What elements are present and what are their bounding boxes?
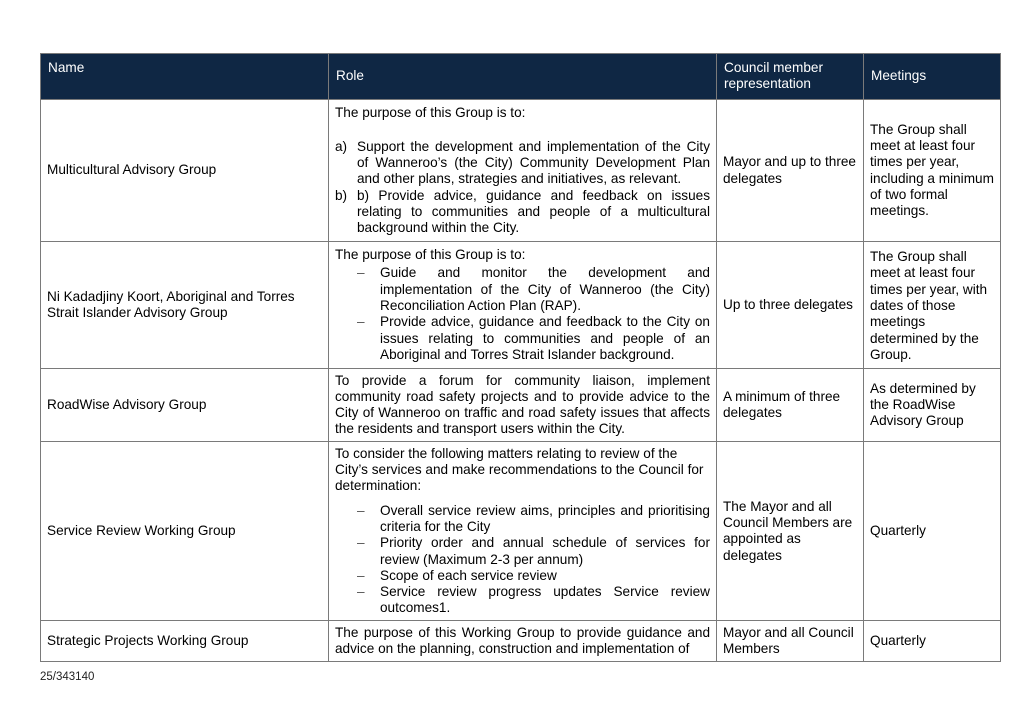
list-item — [335, 568, 710, 584]
role-list — [335, 503, 710, 617]
meetings-frequency: The Group shall meet at least four times per year, including a minimum of two formal meetings. — [864, 99, 1001, 241]
header-row — [41, 54, 1001, 100]
list-marker: – — [357, 502, 365, 518]
group-role — [329, 368, 717, 441]
list-marker: – — [357, 584, 365, 600]
list-marker: – — [357, 314, 365, 330]
list-item-text: Overall service review aims, principles and prioritising criteria for the City — [380, 502, 710, 534]
list-item-text: Guide and monitor the development and implementation of the City of Wanneroo (the City) Reconciliation Action Plan (RAP). — [380, 265, 710, 313]
role-intro: The purpose of this Group is to: — [335, 247, 526, 263]
header-council: Council member representation — [717, 54, 864, 100]
list-item — [335, 584, 710, 617]
group-role — [329, 441, 717, 620]
meetings-frequency: Quarterly — [864, 441, 1001, 620]
list-item — [335, 314, 710, 363]
list-item — [335, 535, 710, 568]
table-row — [41, 441, 1001, 620]
group-name: Service Review Working Group — [41, 441, 329, 620]
header-name: Name — [41, 54, 329, 100]
list-item-text: Priority order and annual schedule of services for review (Maximum 2-3 per annum) — [380, 535, 710, 567]
list-item — [335, 188, 710, 237]
table-row — [41, 99, 1001, 241]
list-marker: b) — [335, 187, 348, 203]
role-list — [335, 139, 710, 237]
group-role — [329, 620, 717, 661]
council-representation: Up to three delegates — [717, 241, 864, 368]
council-representation: Mayor and all Council Members — [717, 620, 864, 661]
list-item-text: b) Provide advice, guidance and feedback on issues relating to communities and people of a multicultural background within the City. — [357, 187, 710, 236]
group-role — [329, 241, 717, 368]
meetings-frequency: The Group shall meet at least four times per year, with dates of those meetings determined by the Group. — [864, 241, 1001, 368]
committee-table — [40, 53, 1001, 662]
group-name: Ni Kadadjiny Koort, Aboriginal and Torres Strait Islander Advisory Group — [41, 241, 329, 368]
list-marker: a) — [335, 138, 348, 154]
table-row — [41, 241, 1001, 368]
group-name: RoadWise Advisory Group — [41, 368, 329, 441]
list-item — [335, 139, 710, 188]
role-intro: The purpose of this Group is to: — [335, 104, 526, 120]
list-item — [335, 265, 710, 314]
role-intro: To consider the following matters relating to review of the City’s services and make recommendations to the Council for determination: — [335, 445, 704, 494]
list-item-text: Scope of each service review — [380, 567, 557, 583]
list-item-text: Service review progress updates Service review outcomes1. — [380, 584, 710, 616]
list-item — [335, 503, 710, 536]
group-name: Multicultural Advisory Group — [41, 99, 329, 241]
group-role — [329, 99, 717, 241]
header-meetings: Meetings — [864, 54, 1001, 100]
list-item-text: Support the development and implementation of the City of Wanneroo’s (the City) Community Development Plan and other plans, strategies and initiatives, as relevant. — [357, 138, 710, 187]
meetings-frequency: Quarterly — [864, 620, 1001, 661]
role-intro: To provide a forum for community liaison, implement community road safety projects and to provide advice to the City of Wanneroo on traffic and road safety issues that affects the residents and transport users within the City. — [335, 372, 710, 437]
document-reference: 25/343140 — [40, 671, 95, 683]
council-representation: Mayor and up to three delegates — [717, 99, 864, 241]
meetings-frequency: As determined by the RoadWise Advisory Group — [864, 368, 1001, 441]
council-representation: A minimum of three delegates — [717, 368, 864, 441]
council-representation: The Mayor and all Council Members are appointed as delegates — [717, 441, 864, 620]
list-item-text: Provide advice, guidance and feedback to the City on issues relating to communities and people of an Aboriginal and Torres Strait Islander background. — [380, 314, 710, 362]
header-role: Role — [329, 54, 717, 100]
role-list — [335, 265, 710, 363]
list-marker: – — [357, 265, 365, 281]
table-row — [41, 368, 1001, 441]
list-marker: – — [357, 535, 365, 551]
role-intro: The purpose of this Working Group to provide guidance and advice on the planning, construction and implementation of — [335, 624, 710, 657]
group-name: Strategic Projects Working Group — [41, 620, 329, 661]
table-row — [41, 620, 1001, 661]
list-marker: – — [357, 567, 365, 583]
